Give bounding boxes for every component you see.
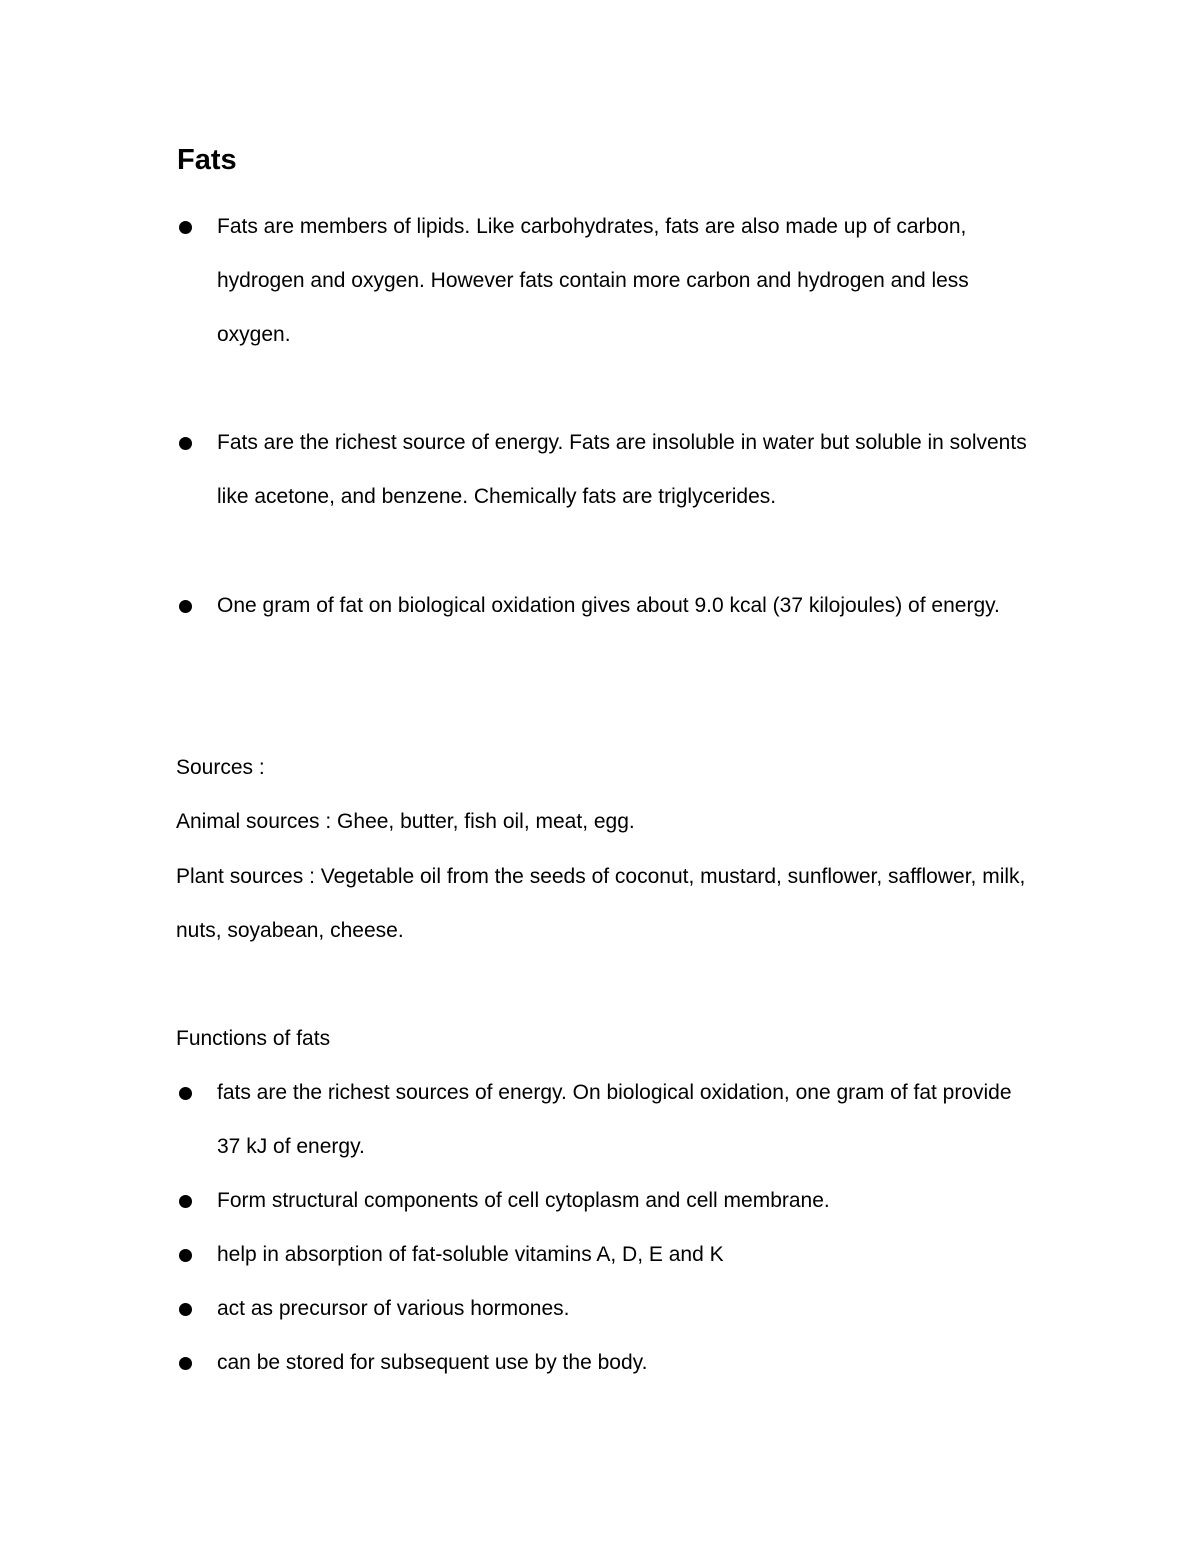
- intro-bullet-list: [177, 200, 1037, 362]
- bullet-icon: [179, 1357, 192, 1370]
- sources-heading: Sources :: [176, 756, 265, 779]
- list-item: [177, 1066, 1037, 1174]
- list-item: [177, 416, 1037, 524]
- bullet-icon: [179, 600, 192, 613]
- list-item: [177, 1336, 1037, 1390]
- list-item-text: fats are the richest sources of energy. On biological oxidation, one gram of fat provide 37 kJ of energy.: [217, 1081, 1012, 1158]
- list-item: [177, 1282, 1037, 1336]
- bullet-icon: [179, 1249, 192, 1262]
- list-item: [177, 579, 1037, 633]
- list-item-text: Fats are members of lipids. Like carbohydrates, fats are also made up of carbon, hydrogen and oxygen. However fats contain more carbon and hydrogen and less oxygen.: [217, 215, 969, 346]
- bullet-icon: [179, 1195, 192, 1208]
- list-item: [177, 200, 1037, 362]
- bullet-icon: [179, 221, 192, 234]
- intro-bullet-list: [177, 416, 1037, 524]
- list-item-text: help in absorption of fat-soluble vitamins A, D, E and K: [217, 1243, 724, 1266]
- functions-heading: Functions of fats: [176, 1027, 331, 1050]
- animal-sources-text: Animal sources : Ghee, butter, fish oil, meat, egg.: [176, 810, 635, 833]
- intro-bullet-list: [177, 579, 1037, 633]
- plant-sources-text: Plant sources : Vegetable oil from the seeds of coconut, mustard, sunflower, safflower, milk, nuts, soyabean, cheese.: [176, 865, 1026, 942]
- list-item-text: One gram of fat on biological oxidation gives about 9.0 kcal (37 kilojoules) of energy.: [217, 594, 1000, 617]
- list-item-text: can be stored for subsequent use by the body.: [217, 1351, 648, 1374]
- list-item-text: Fats are the richest source of energy. Fats are insoluble in water but soluble in solvents like acetone, and benzene. Chemically fats are triglycerides.: [217, 431, 1027, 508]
- functions-bullet-list: [177, 1066, 1037, 1390]
- list-item-text: Form structural components of cell cytoplasm and cell membrane.: [217, 1189, 830, 1212]
- bullet-icon: [179, 1087, 192, 1100]
- list-item: [177, 1228, 1037, 1282]
- bullet-icon: [179, 1303, 192, 1316]
- list-item: [177, 1174, 1037, 1228]
- bullet-icon: [179, 437, 192, 450]
- page-title: Fats: [177, 144, 237, 176]
- list-item-text: act as precursor of various hormones.: [217, 1297, 570, 1320]
